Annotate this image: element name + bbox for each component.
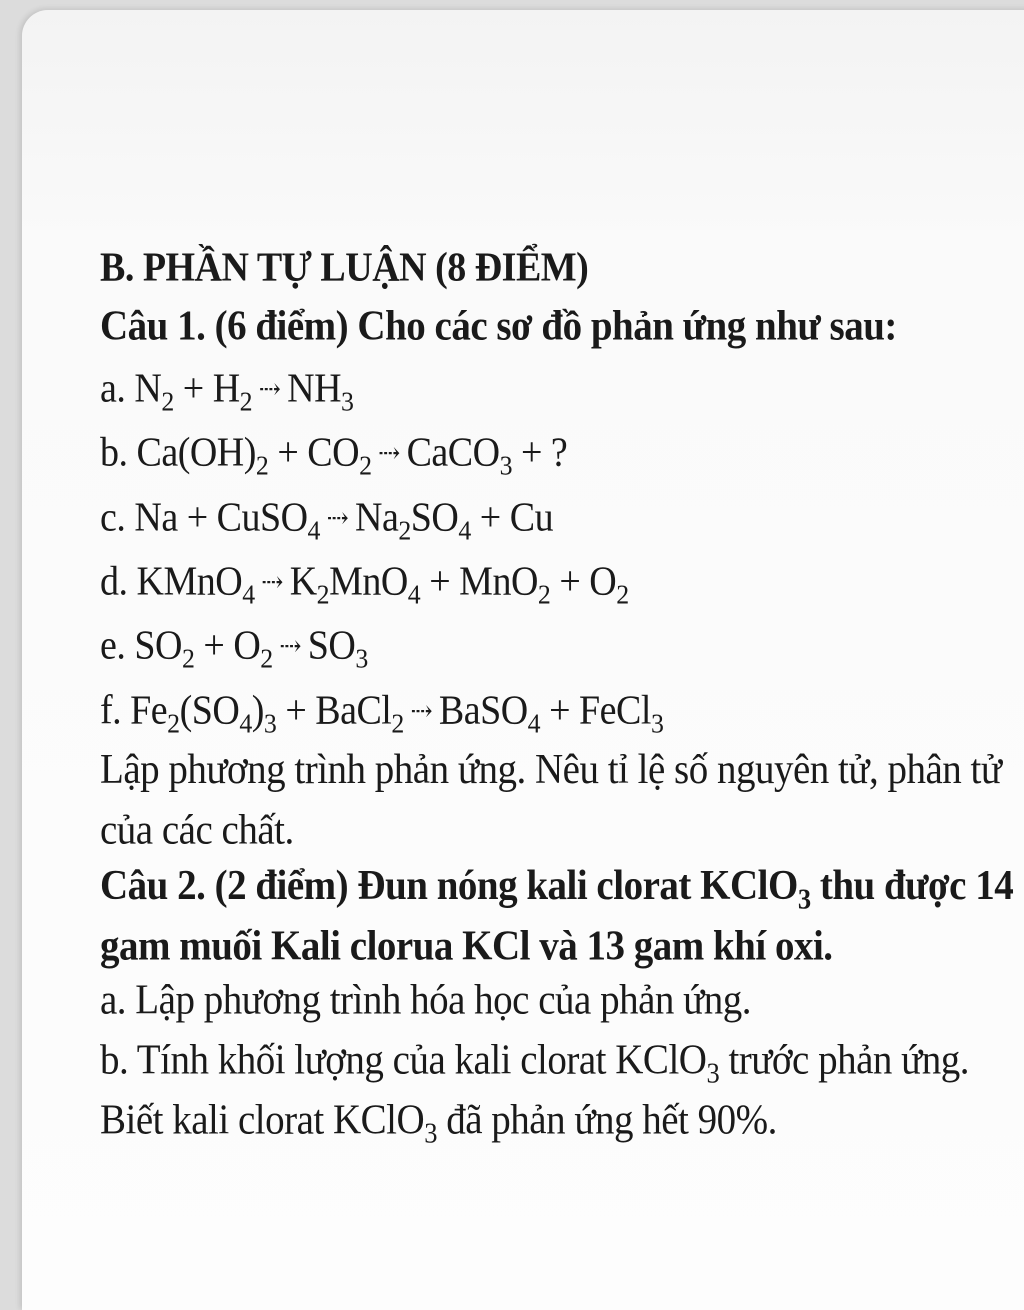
reaction-label: c. (100, 494, 135, 540)
q2b-subscript: 3 (706, 1056, 720, 1090)
reaction-label: a. (100, 365, 135, 412)
section-title: B. PHẦN TỰ LUẬN (8 ĐIỂM) (100, 244, 589, 290)
plus-sign: + (540, 687, 580, 733)
product: $SO_3$ (307, 623, 368, 675)
reaction-arrow-icon: ⇢ (326, 501, 349, 534)
reactant: CuSO$_4$ (216, 494, 320, 546)
reaction-label: e. (100, 623, 135, 669)
reaction-e (100, 611, 1024, 680)
product: MnO$_2$ (459, 558, 551, 610)
reaction-label: d. (100, 558, 137, 605)
reaction-label: f. (100, 687, 131, 733)
product: $Na_2SO_4$ (355, 494, 471, 546)
q2-note-subscript: 3 (424, 1116, 437, 1150)
plus-sign: + (276, 687, 316, 733)
product: $O_2$ (589, 558, 629, 610)
reactant: Na (134, 494, 178, 540)
question-1-task: Lập phương trình phản ứng. Nêu tỉ lệ số nguyên tử, phân tử của các chất. (100, 746, 1002, 854)
question-1-heading: Câu 1. (6 điểm) Cho các sơ đồ phản ứng như sau: (100, 302, 897, 350)
reaction-d (100, 547, 1024, 616)
reactant: $CO_2$ (307, 430, 372, 482)
product: ? (550, 430, 568, 476)
question-2-note (100, 1088, 1024, 1153)
reaction-arrow-icon: ⇢ (258, 372, 281, 406)
reaction-c (100, 483, 1024, 552)
question-2-heading (100, 856, 1024, 977)
reaction-list (100, 354, 1024, 740)
reaction-a (100, 354, 1024, 423)
product: CaCO$_3$ (406, 430, 512, 482)
reaction-b (100, 418, 1024, 487)
q2-heading-text: Câu 2. (2 điểm) Đun nóng kali clorat KClO (100, 862, 798, 909)
q2-heading-text-end: thu được 14 gam muối Kali clorua KCl và 13 gam khí oxi. (100, 862, 1014, 970)
q2b-text: b. Tính khối lượng của kali clorat KClO (100, 1036, 707, 1084)
reactant: $Ca(OH)_2$ (136, 430, 269, 482)
paper-sheet (22, 10, 1024, 1310)
exam-content (100, 236, 1024, 1148)
reaction-label: b. (100, 430, 137, 476)
plus-sign: + (194, 623, 234, 669)
q2-note-text-end: đã phản ứng hết 90%. (436, 1096, 777, 1144)
reactant: $O_2$ (233, 623, 273, 675)
reaction-f (100, 676, 1024, 745)
product: FeCl$_3$ (579, 687, 664, 739)
reactant: $SO_2$ (134, 623, 195, 675)
reactant: $N_2$ (134, 365, 174, 417)
product: Cu (509, 494, 554, 540)
reactant: BaCl$_2$ (315, 687, 404, 739)
q2-heading-subscript: 3 (797, 882, 811, 915)
plus-sign: + (173, 365, 213, 412)
plus-sign: + (511, 430, 551, 476)
product: $NH_3$ (287, 365, 354, 417)
product: BaSO$_4$ (438, 687, 541, 739)
reactant: KMnO$_4$ (136, 558, 255, 610)
plus-sign: + (420, 558, 460, 605)
reactant: $H_2$ (212, 365, 253, 417)
reaction-arrow-icon: ⇢ (279, 630, 302, 663)
reactant: $Fe_2(SO_4)_3$ (130, 687, 277, 739)
question-2-part-a: a. Lập phương trình hóa học của phản ứng. (100, 976, 752, 1024)
plus-sign: + (550, 558, 590, 605)
plus-sign: + (177, 494, 217, 540)
q2-note-text: Biết kali clorat KClO (100, 1096, 425, 1144)
plus-sign: + (268, 430, 308, 476)
q2b-text-end: trước phản ứng. (719, 1036, 970, 1084)
question-2-part-b (100, 1028, 1024, 1093)
reaction-arrow-icon: ⇢ (378, 437, 400, 470)
product: $K_2MnO_4$ (289, 558, 421, 610)
plus-sign: + (470, 494, 510, 540)
reaction-arrow-icon: ⇢ (261, 565, 284, 599)
reaction-arrow-icon: ⇢ (410, 694, 433, 727)
